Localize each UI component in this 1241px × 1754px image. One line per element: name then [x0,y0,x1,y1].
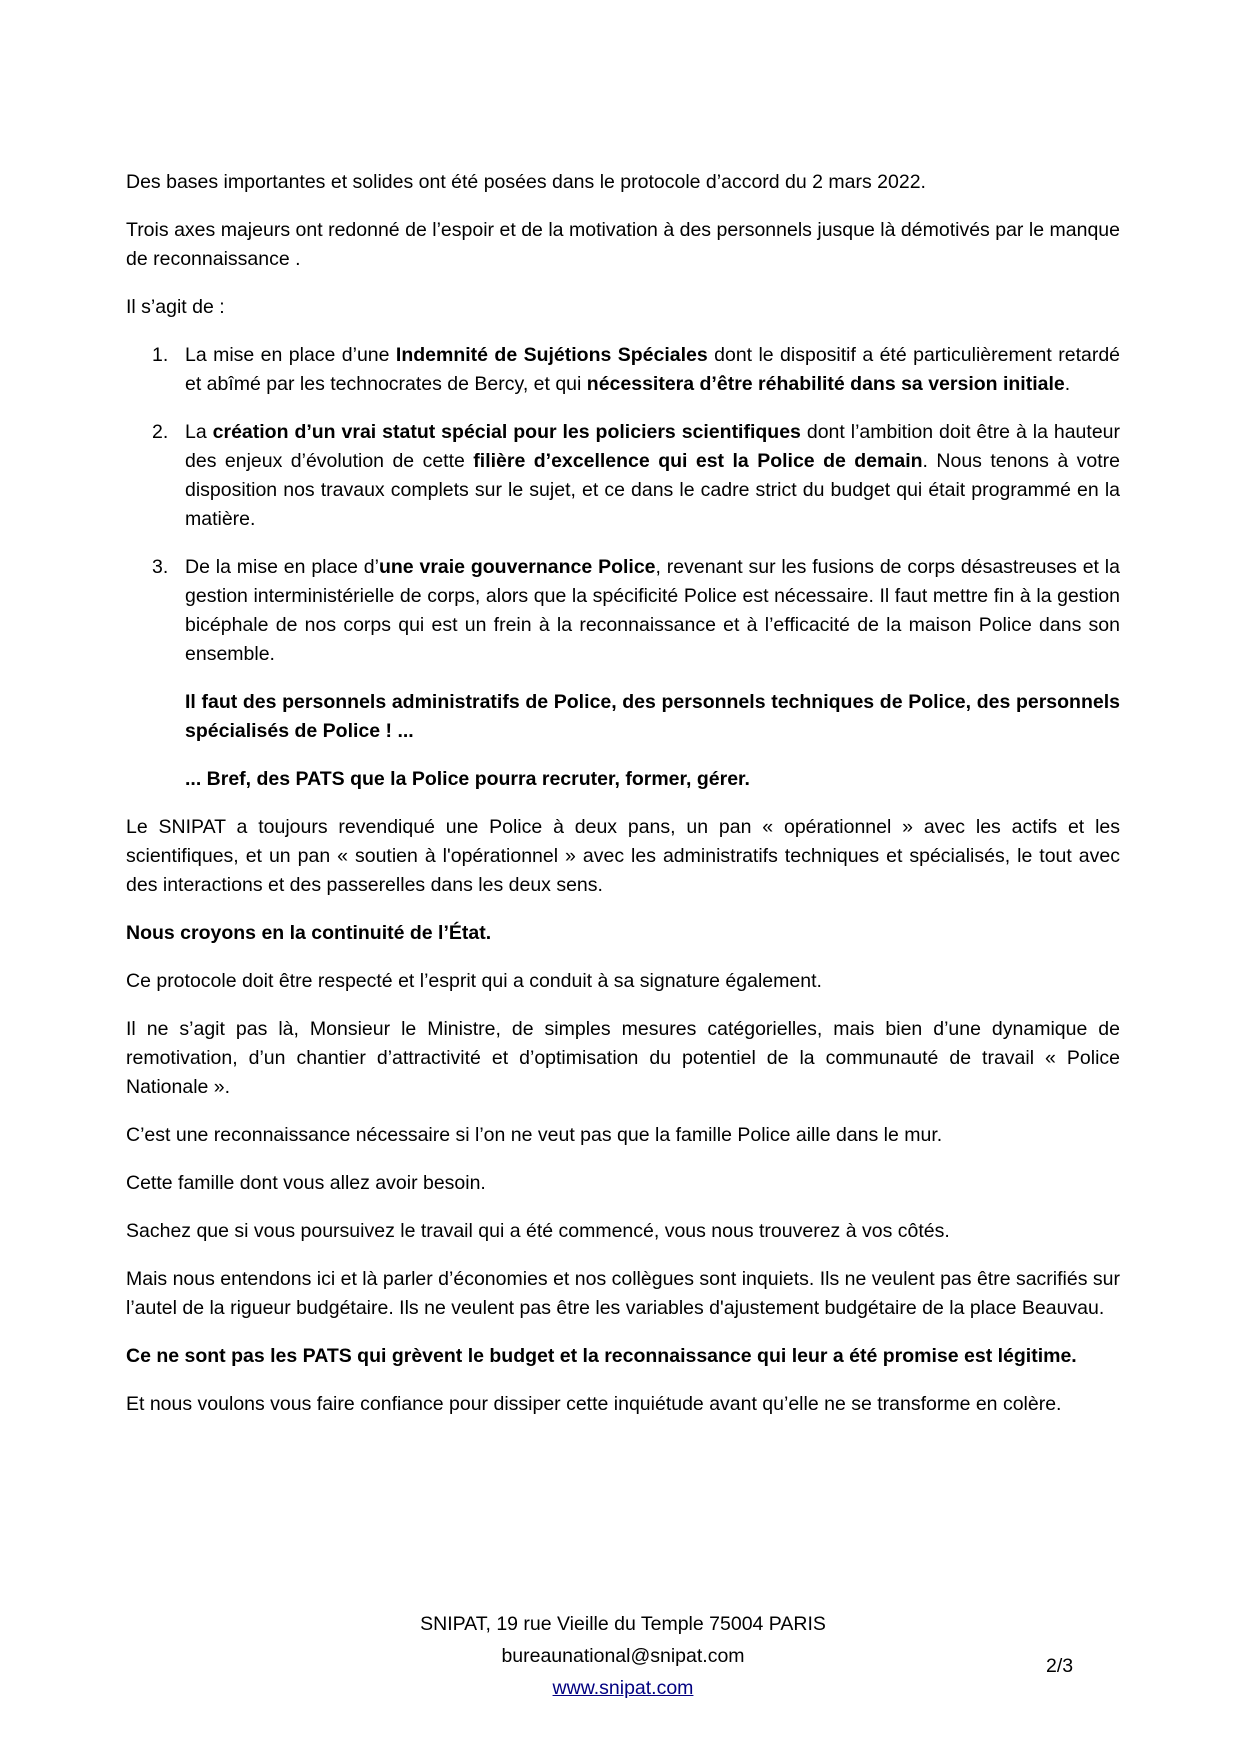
text-run: Il ne s’agit pas là, Monsieur le Ministre, de simples mesures catégorielles, mais bien d’une dynamique de remotivation, d’un chantier d’attractivité et d’optimisation du potentiel de la communauté de travail « Police Nationale ». [126,1018,1120,1098]
paragraph [185,765,1120,794]
page-footer [126,1608,1120,1704]
footer-address: SNIPAT, 19 rue Vieille du Temple 75004 PARIS [420,1613,826,1635]
text-run: Des bases importantes et solides ont été posées dans le protocole d’accord du 2 mars 2022. [126,171,926,193]
paragraph [126,967,1120,996]
text-run: Le SNIPAT a toujours revendiqué une Police à deux pans, un pan « opérationnel » avec les actifs et les scientifiques, et un pan « soutien à l'opérationnel » avec les administratifs techniques et spécialisés, le tout avec des interactions et des passerelles dans les deux sens. [126,816,1120,896]
bold-text-run: ... Bref, des PATS que la Police pourra recruter, former, gérer. [185,768,750,790]
text-run: La mise en place d’une [185,344,396,366]
bold-text-run: Il faut des personnels administratifs de Police, des personnels techniques de Police, des personnels spécialisés de Police ! ... [185,691,1120,742]
text-run: Ce protocole doit être respecté et l’esprit qui a conduit à sa signature également. [126,970,822,992]
text-run: Cette famille dont vous allez avoir besoin. [126,1172,486,1194]
page-number: 2/3 [1046,1655,1074,1677]
paragraph [126,293,1120,322]
list-item [126,341,1120,399]
paragraph [126,813,1120,900]
paragraph [126,1265,1120,1323]
text-run: Il s’agit de : [126,296,225,318]
text-run: Mais nous entendons ici et là parler d’économies et nos collègues sont inquiets. Ils ne veulent pas être sacrifiés sur l’autel de la rigueur budgétaire. Ils ne veulent pas être les variables d'ajustement budgétaire de la place Beauvau. [126,1268,1120,1319]
bold-text-run: Indemnité de Sujétions Spéciales [395,344,708,366]
bold-text-run: Ce ne sont pas les PATS qui grèvent le budget et la reconnaissance qui leur a été promise est légitime. [126,1345,1077,1367]
paragraph [126,1121,1120,1150]
paragraph [126,1342,1120,1371]
paragraph [185,688,1120,746]
text-run: Et nous voulons vous faire confiance pour dissiper cette inquiétude avant qu’elle ne se transforme en colère. [126,1393,1062,1415]
text-run: La [185,421,213,443]
paragraph [126,216,1120,274]
bold-text-run: nécessitera d’être réhabilité dans sa version initiale [586,373,1065,395]
text-run: De la mise en place d’ [185,556,379,578]
paragraph [126,1169,1120,1198]
list-number: 3. [152,556,169,578]
paragraph [126,1217,1120,1246]
footer-email: bureaunational@snipat.com [501,1645,745,1667]
bold-text-run: filière d’excellence qui est la Police de demain [473,450,923,472]
text-run: dont le dispositif a été particulièrement retardé et abîmé par les technocrates de Bercy, et qui [185,344,1121,395]
bold-text-run: une vraie gouvernance Police [378,556,656,578]
paragraph [126,1390,1120,1419]
paragraph [126,1015,1120,1102]
text-run: Sachez que si vous poursuivez le travail qui a été commencé, vous nous trouverez à vos côtés. [126,1220,950,1242]
paragraph [126,919,1120,948]
bold-text-run: création d’un vrai statut spécial pour les policiers scientifiques [212,421,801,443]
list-item [126,418,1120,534]
text-run: C’est une reconnaissance nécessaire si l’on ne veut pas que la famille Police aille dans le mur. [126,1124,943,1146]
list-item [126,553,1120,669]
list-number: 2. [152,421,169,443]
text-run: Trois axes majeurs ont redonné de l’espoir et de la motivation à des personnels jusque là démotivés par le manque de reconnaissance . [126,219,1120,270]
document-body [126,168,1120,1438]
list-number: 1. [152,344,169,366]
text-run: , revenant sur les fusions de corps désastreuses et la gestion interministérielle de corps, alors que la spécificité Police est nécessaire. Il faut mettre fin à la gestion bicéphale de nos corps qui est un frein à la reconnaissance et à l’efficacité de la maison Police dans son ensemble. [185,556,1120,665]
text-run: . Nous tenons à votre disposition nos travaux complets sur le sujet, et ce dans le cadre strict du budget qui était programmé en la matière. [185,450,1120,530]
website-link[interactable]: www.snipat.com [552,1677,694,1699]
text-run: . [1064,373,1071,395]
text-run: dont l’ambition doit être à la hauteur des enjeux d’évolution de cette [185,421,1121,472]
bold-text-run: Nous croyons en la continuité de l’État. [126,922,492,944]
paragraph [126,168,1120,197]
